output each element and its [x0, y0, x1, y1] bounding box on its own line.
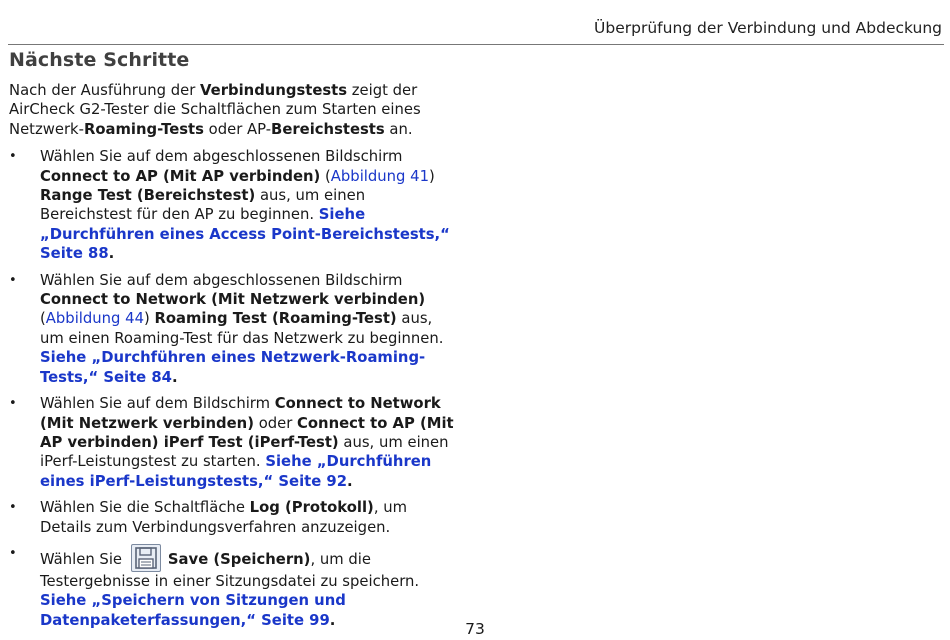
emphasis-text: .	[108, 245, 115, 263]
text-run: , um die Testergebnisse in einer Sitzungsdatei zu speichern.	[40, 550, 420, 590]
intro-paragraph	[9, 81, 454, 139]
text-run: , um Details zum Verbindungsverfahren anzuzeigen.	[40, 499, 408, 536]
text-run: aus, um einen Bereichstest für den AP zu beginnen.	[40, 187, 366, 224]
text-run: Wählen Sie	[40, 550, 127, 568]
bullet-icon: •	[9, 149, 17, 165]
text-run: Nach der Ausführung der	[9, 82, 201, 99]
text-run: aus, um einen iPerf-Leistungstest zu starten.	[40, 433, 449, 471]
text-run: oder	[253, 414, 298, 432]
text-run: zeigt der AirCheck G2-Tester die Schaltflächen zum Starten eines Netzwerk-	[9, 82, 421, 138]
bullet-icon: •	[9, 545, 17, 561]
emphasis-text: Log (Protokoll)	[249, 499, 374, 517]
cross-reference-link[interactable]: Siehe „Durchführen eines iPerf-Leistungstests,“ Seite 92	[40, 453, 432, 490]
text-run: (	[320, 167, 331, 185]
section-title: Nächste Schritte	[9, 49, 190, 71]
save-icon	[131, 544, 161, 572]
emphasis-text: .	[171, 368, 178, 386]
emphasis-text: .	[329, 611, 336, 629]
bullet-icon: •	[9, 396, 17, 412]
text-run: Wählen Sie die Schaltfläche	[40, 499, 250, 517]
cross-reference-link[interactable]: Abbildung 41	[330, 167, 429, 185]
text-run: Wählen Sie auf dem Bildschirm	[40, 395, 275, 413]
cross-reference-link[interactable]: Abbildung 44	[45, 310, 144, 328]
emphasis-text: Connect to AP (Mit AP verbinden) iPerf Test (iPerf-Test)	[40, 414, 454, 451]
emphasis-text: Connect to Network (Mit Netzwerk verbinden)	[40, 395, 441, 432]
emphasis-text: Verbindungstests	[200, 82, 348, 99]
text-run: an.	[384, 120, 413, 138]
page-number: 73	[465, 620, 485, 638]
text-run: Wählen Sie auf dem abgeschlossenen Bildschirm	[40, 271, 403, 289]
list-item	[9, 271, 454, 387]
bullet-icon: •	[9, 500, 17, 516]
bullet-icon: •	[9, 272, 17, 288]
text-run: oder AP-	[203, 120, 272, 138]
emphasis-text: Save (Speichern)	[162, 550, 311, 568]
emphasis-text: Roaming Test (Roaming-Test)	[154, 310, 397, 328]
emphasis-text: Bereichstests	[271, 120, 385, 138]
body-content	[9, 81, 454, 637]
list-item	[9, 394, 454, 491]
text-run: aus, um einen Roaming-Test für das Netzwerk zu beginnen.	[40, 310, 444, 347]
list-item	[9, 147, 454, 263]
list-item	[9, 498, 454, 537]
text-run: Wählen Sie auf dem abgeschlossenen Bildschirm	[40, 148, 403, 166]
cross-reference-link[interactable]: Siehe „Durchführen eines Netzwerk-Roaming-Tests,“ Seite 84	[40, 349, 426, 386]
emphasis-text: Connect to Network (Mit Netzwerk verbinden)	[40, 291, 426, 309]
emphasis-text: Connect to AP (Mit AP verbinden)	[40, 167, 321, 185]
text-run: )	[143, 310, 155, 328]
emphasis-text: Range Test (Bereichstest)	[40, 187, 256, 205]
text-run: (	[40, 310, 46, 328]
cross-reference-link[interactable]: Siehe „Speichern von Sitzungen und Datenpaketerfassungen,“ Seite 99	[40, 592, 346, 629]
list-item	[9, 544, 454, 630]
emphasis-text: Roaming-Tests	[83, 120, 204, 138]
text-run: )	[428, 167, 435, 185]
cross-reference-link[interactable]: Siehe „Durchführen eines Access Point-Bereichstests,“ Seite 88	[40, 206, 450, 263]
header-rule	[8, 44, 944, 45]
emphasis-text: .	[347, 472, 353, 490]
running-header: Überprüfung der Verbindung und Abdeckung	[594, 19, 942, 37]
steps-list	[9, 147, 454, 630]
